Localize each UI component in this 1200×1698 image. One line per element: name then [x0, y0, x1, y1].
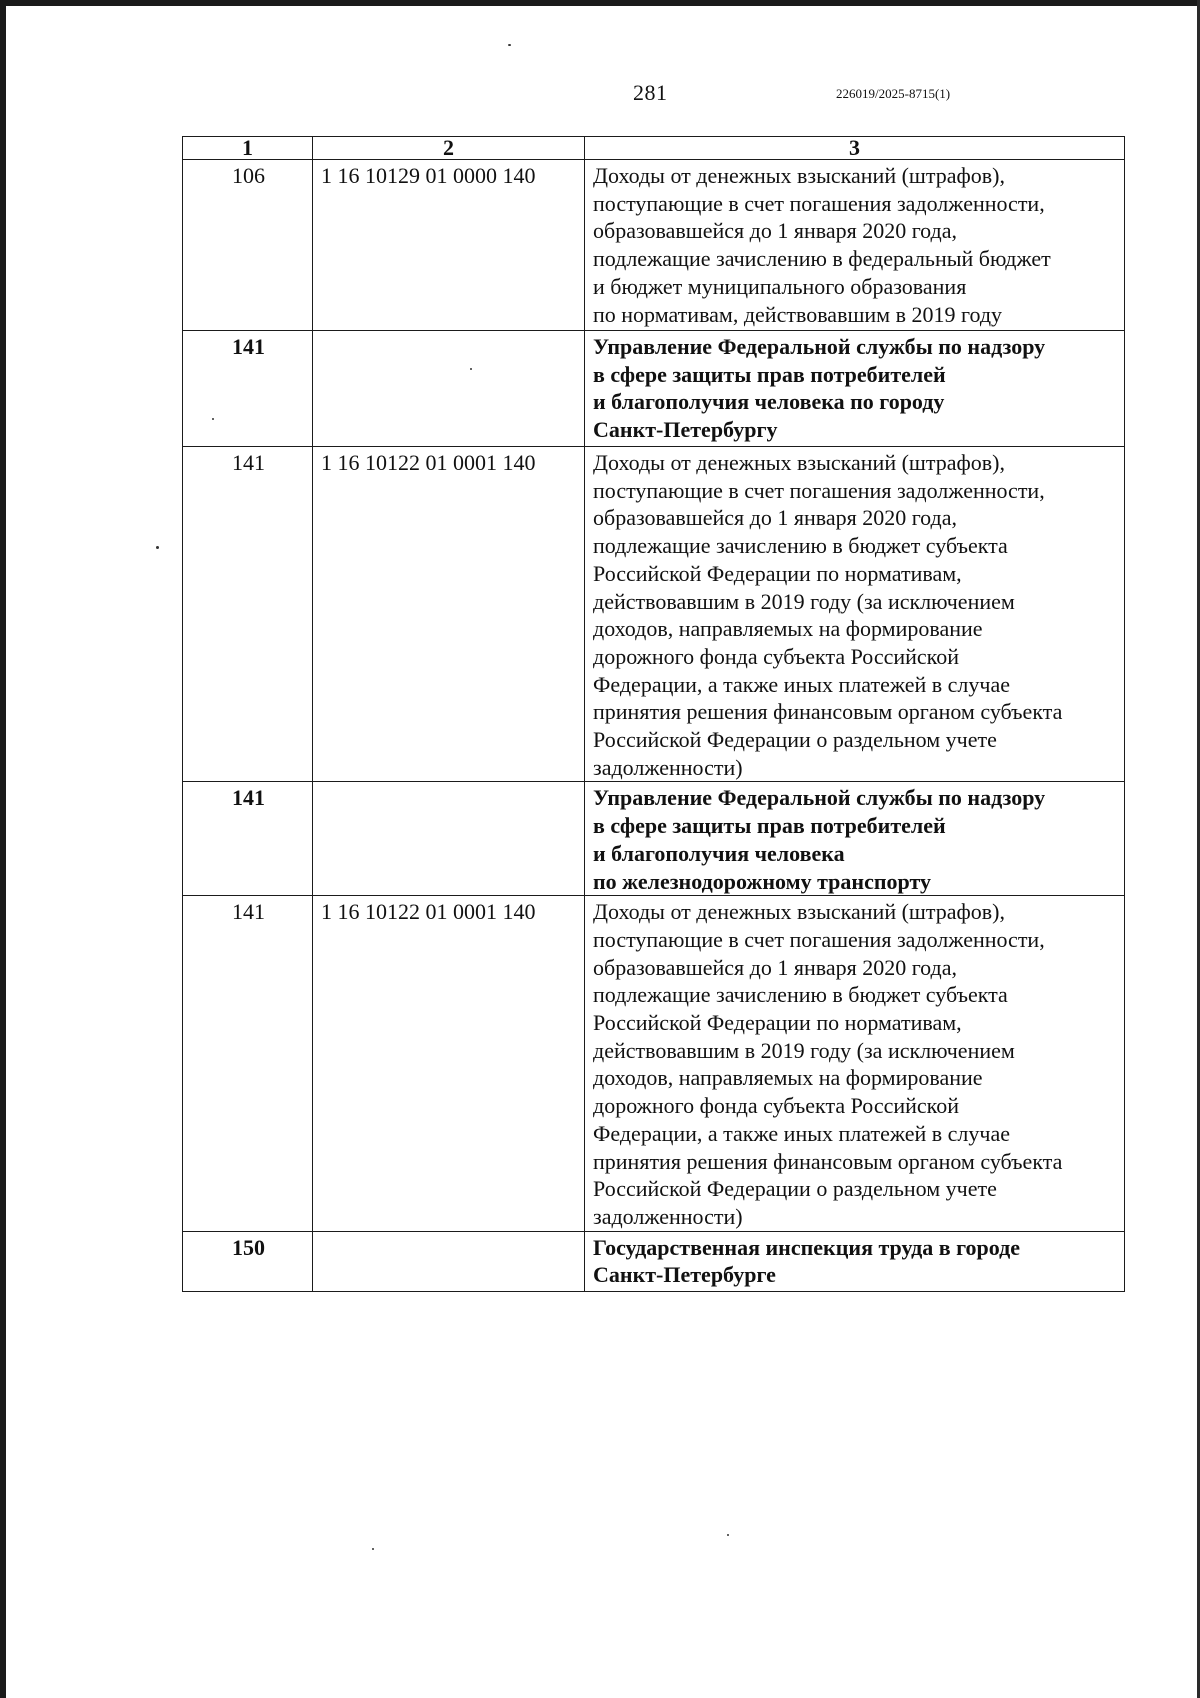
budget-table-container	[182, 136, 1124, 1292]
column-header-1: 1	[183, 137, 313, 160]
budget-classification-code-cell: 1 16 10122 01 0001 140	[313, 447, 585, 782]
budget-table	[182, 136, 1125, 1292]
scan-speck	[372, 1548, 374, 1550]
table-body	[183, 160, 1125, 1292]
budget-classification-code-cell	[313, 1231, 585, 1291]
admin-code-cell: 150	[183, 1231, 313, 1291]
budget-classification-code-cell	[313, 331, 585, 447]
document-id: 226019/2025-8715(1)	[836, 86, 951, 101]
budget-classification-code-cell	[313, 782, 585, 896]
scan-speck	[508, 44, 511, 46]
table-header-row	[183, 137, 1125, 160]
budget-classification-code-cell: 1 16 10129 01 0000 140	[313, 160, 585, 331]
scan-speck	[156, 546, 159, 549]
table-row	[183, 331, 1125, 447]
description-cell: Управление Федеральной службы по надзору в сфере защиты прав потребителей и благополучия человека по городу Санкт-Петербургу	[585, 331, 1125, 447]
table-row	[183, 782, 1125, 896]
column-header-3: 3	[585, 137, 1125, 160]
table-row	[183, 160, 1125, 331]
page-number: 281	[633, 80, 668, 105]
admin-code-cell: 141	[183, 331, 313, 447]
description-cell: Государственная инспекция труда в городе Санкт-Петербурге	[585, 1231, 1125, 1291]
scan-speck	[727, 1534, 729, 1536]
table-row	[183, 1231, 1125, 1291]
admin-code-cell: 141	[183, 896, 313, 1231]
column-header-2: 2	[313, 137, 585, 160]
admin-code-cell: 141	[183, 447, 313, 782]
budget-classification-code-cell: 1 16 10122 01 0001 140	[313, 896, 585, 1231]
admin-code-cell: 141	[183, 782, 313, 896]
description-cell: Управление Федеральной службы по надзору в сфере защиты прав потребителей и благополучия человека по железнодорожному транспорту	[585, 782, 1125, 896]
description-cell: Доходы от денежных взысканий (штрафов), поступающие в счет погашения задолженности, образовавшейся до 1 января 2020 года, подлежащие зачислению в бюджет субъекта Российской Федерации по нормативам, действовавшим в 2019 году (за исключением доходов, направляемых на формирование дорожного фонда субъекта Российской Федерации, а также иных платежей в случае принятия решения финансовым органом субъекта Российской Федерации о раздельном учете задолженности)	[585, 447, 1125, 782]
scan-edge-left	[0, 0, 6, 1698]
description-cell: Доходы от денежных взысканий (штрафов), поступающие в счет погашения задолженности, образовавшейся до 1 января 2020 года, подлежащие зачислению в федеральный бюджет и бюджет муниципального образования по нормативам, действовавшим в 2019 году	[585, 160, 1125, 331]
admin-code-cell: 106	[183, 160, 313, 331]
table-row	[183, 447, 1125, 782]
table-row	[183, 896, 1125, 1231]
description-cell: Доходы от денежных взысканий (штрафов), поступающие в счет погашения задолженности, образовавшейся до 1 января 2020 года, подлежащие зачислению в бюджет субъекта Российской Федерации по нормативам, действовавшим в 2019 году (за исключением доходов, направляемых на формирование дорожного фонда субъекта Российской Федерации, а также иных платежей в случае принятия решения финансовым органом субъекта Российской Федерации о раздельном учете задолженности)	[585, 896, 1125, 1231]
scan-edge-top	[0, 0, 1200, 6]
